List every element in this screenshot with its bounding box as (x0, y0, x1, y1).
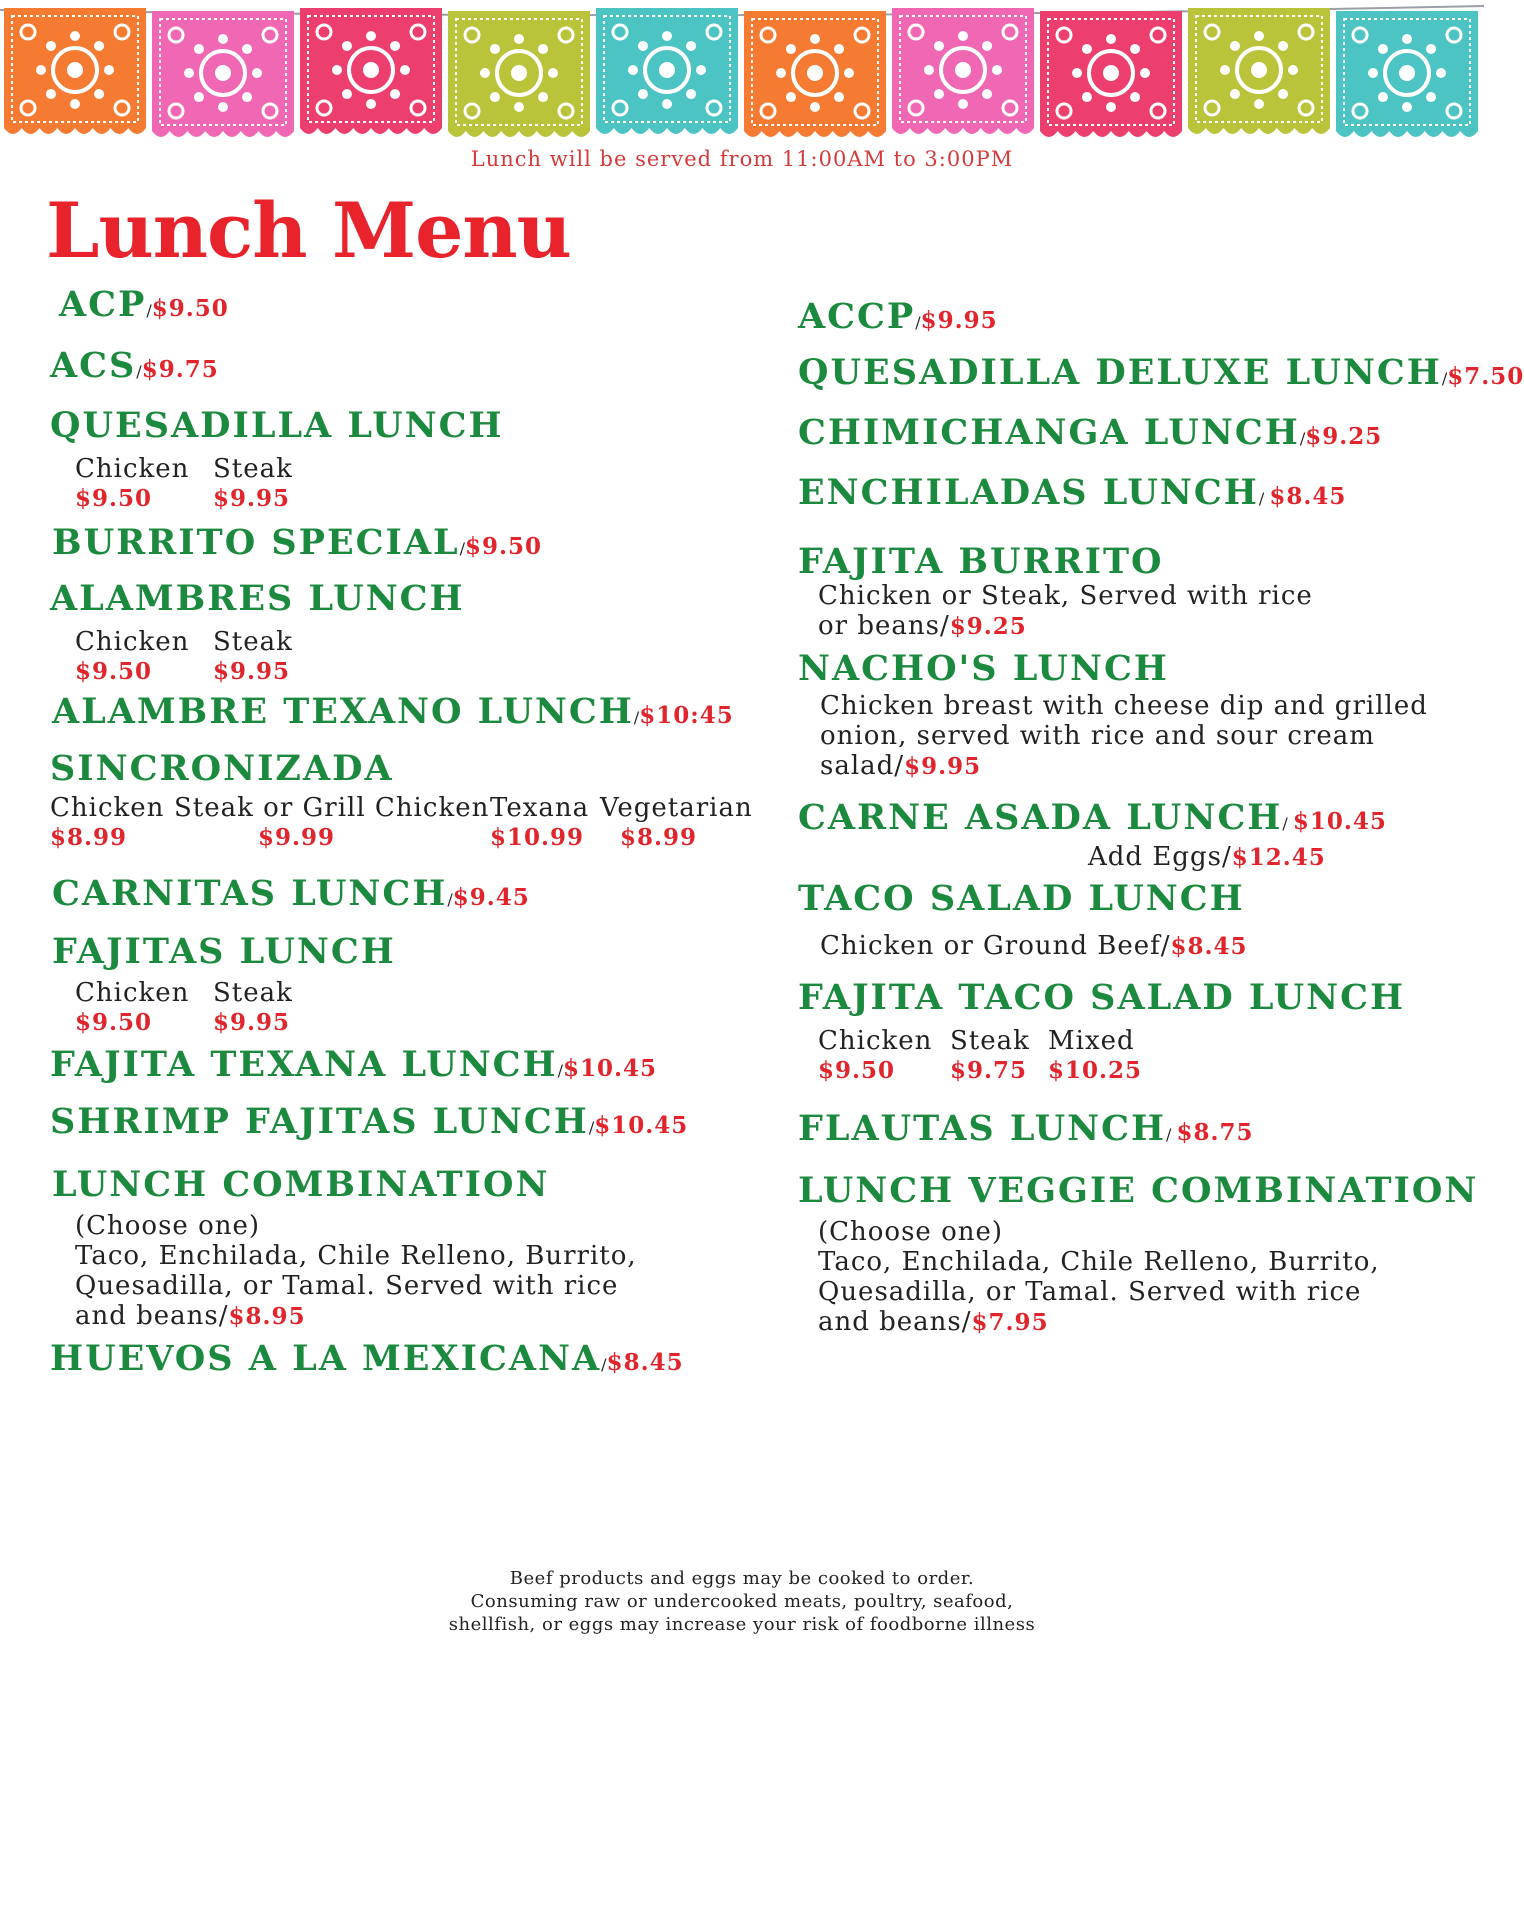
item-price: $10.45 (594, 1112, 689, 1139)
option-chicken: Chicken $9.50 (75, 453, 190, 512)
menu-item-carnitas-lunch: CARNITAS LUNCH/$9.45 (52, 873, 530, 914)
item-price: $12.45 (1231, 844, 1326, 871)
item-price: $7.50 (1447, 363, 1524, 390)
item-name: ACCP (798, 296, 916, 337)
option-steak-or-grill-chicken: Steak or Grill Chicken $9.99 (174, 792, 490, 851)
item-name: FAJITA BURRITO (798, 541, 1164, 582)
menu-item-alambre-texano-lunch: ALAMBRE TEXANO LUNCH/$10:45 (52, 691, 734, 732)
menu-item-alambres-lunch (50, 580, 465, 687)
banner-flag (1188, 8, 1330, 134)
menu-item-lunch-combination (52, 1166, 637, 1332)
item-name: FLAUTAS LUNCH (798, 1108, 1167, 1149)
option-chicken: Chicken $9.50 (75, 626, 190, 685)
item-price: $8.45 (1170, 932, 1248, 960)
item-price: $9.50 (465, 533, 543, 560)
menu-item-quesadilla-lunch (50, 407, 504, 514)
option-mixed: Mixed $10.25 (1048, 1025, 1143, 1084)
banner-flag (744, 11, 886, 137)
item-name: BURRITO SPECIAL (52, 522, 460, 563)
item-price: $9.25 (1305, 423, 1383, 450)
menu-item-sincronizada (50, 748, 753, 853)
item-description: (Choose one) Taco, Enchilada, Chile Relleno, Burrito, Quesadilla, or Tamal. Served with rice and beans/$8.95 (75, 1210, 637, 1331)
menu-item-fajita-texana-lunch: FAJITA TEXANA LUNCH/$10.45 (50, 1044, 658, 1085)
item-name: ACP (59, 284, 147, 325)
menu-item-fajita-taco-salad-lunch (798, 979, 1405, 1086)
banner-flag (448, 11, 590, 137)
menu-item-huevos-a-la-mexicana: HUEVOS A LA MEXICANA/$8.45 (50, 1338, 684, 1379)
menu-item-fajita-burrito (798, 543, 1313, 642)
item-description: Chicken or Steak, Served with rice or beans/$9.25 (818, 580, 1313, 641)
menu-item-carne-asada-lunch: CARNE ASADA LUNCH/ $10.45 (798, 797, 1387, 838)
menu-item-acs: ACS/$9.75 (50, 345, 219, 386)
banner-flag (4, 8, 146, 134)
option-steak: Steak $9.95 (213, 453, 293, 512)
item-price: $9.45 (452, 884, 530, 911)
menu-item-quesadilla-deluxe-lunch: QUESADILLA DELUXE LUNCH/$7.50 (798, 352, 1524, 393)
item-name: LUNCH COMBINATION (52, 1164, 550, 1205)
menu-item-nachos-lunch (798, 650, 1428, 782)
banner-flag (152, 11, 294, 137)
item-name: ALAMBRES LUNCH (50, 578, 465, 619)
item-name: NACHO'S LUNCH (798, 648, 1169, 689)
item-name: FAJITAS LUNCH (52, 931, 396, 972)
item-price: $8.45 (606, 1349, 684, 1376)
item-price: $10.45 (1292, 808, 1387, 835)
item-name: SINCRONIZADA (50, 748, 394, 789)
option-chicken: Chicken $9.50 (818, 1025, 933, 1084)
banner-flag (1336, 11, 1478, 137)
item-price: $10:45 (639, 702, 734, 729)
item-price: $7.95 (971, 1308, 1049, 1336)
item-name: HUEVOS A LA MEXICANA (50, 1338, 602, 1379)
item-price: $10.45 (563, 1055, 658, 1082)
banner-flag (300, 8, 442, 134)
option-chicken: Chicken $9.50 (75, 977, 190, 1036)
menu-item-acp: ACP/$9.50 (59, 284, 229, 325)
item-price: $8.95 (228, 1302, 306, 1330)
item-name: CARNITAS LUNCH (52, 873, 448, 914)
option-chicken: Chicken $8.99 (50, 792, 165, 851)
option-vegetarian: Vegetarian $8.99 (600, 792, 753, 851)
option-steak: Steak $9.75 (950, 1025, 1030, 1084)
item-price: $9.95 (904, 752, 982, 780)
item-price: $9.95 (920, 307, 998, 334)
menu-item-chimichanga-lunch: CHIMICHANGA LUNCH/$9.25 (798, 412, 1383, 453)
item-name: FAJITA TEXANA LUNCH (50, 1044, 558, 1085)
menu-item-accp: ACCP/$9.95 (798, 296, 998, 337)
item-name: ACS (50, 345, 137, 386)
item-name: ENCHILADAS LUNCH (798, 472, 1259, 513)
add-eggs-option: Add Eggs/$12.45 (1088, 842, 1326, 872)
item-description: Chicken or Ground Beef/$8.45 (820, 930, 1248, 961)
lunch-hours-note: Lunch will be served from 11:00AM to 3:00PM (470, 147, 1014, 171)
menu-item-taco-salad-lunch (798, 880, 1248, 962)
item-name: ALAMBRE TEXANO LUNCH (52, 691, 634, 732)
item-name: CARNE ASADA LUNCH (798, 797, 1283, 838)
banner-flag (596, 8, 738, 134)
menu-item-fajitas-lunch (52, 933, 396, 1038)
item-description: Chicken breast with cheese dip and grilled onion, served with rice and sour cream salad/$9.95 (820, 690, 1428, 781)
banner-flag (1040, 11, 1182, 137)
item-name: LUNCH VEGGIE COMBINATION (798, 1170, 1479, 1211)
item-price: $9.50 (151, 295, 229, 322)
menu-item-enchiladas-lunch: ENCHILADAS LUNCH/ $8.45 (798, 472, 1347, 513)
item-price: $9.25 (949, 612, 1027, 640)
item-description: (Choose one) Taco, Enchilada, Chile Relleno, Burrito, Quesadilla, or Tamal. Served with rice and beans/$7.95 (818, 1216, 1380, 1337)
banner-flag (892, 8, 1034, 134)
option-texana: Texana $10.99 (490, 792, 590, 851)
item-name: FAJITA TACO SALAD LUNCH (798, 977, 1406, 1018)
menu-item-shrimp-fajitas-lunch: SHRIMP FAJITAS LUNCH/$10.45 (50, 1101, 689, 1142)
menu-item-flautas-lunch: FLAUTAS LUNCH/ $8.75 (798, 1108, 1254, 1149)
item-name: TACO SALAD LUNCH (798, 878, 1245, 919)
item-name: SHRIMP FAJITAS LUNCH (50, 1101, 589, 1142)
item-price: $8.45 (1269, 483, 1347, 510)
menu-item-lunch-veggie-combination (798, 1172, 1478, 1338)
food-safety-disclaimer: Beef products and eggs may be cooked to order. Consuming raw or undercooked meats, poultry, seafood, shellfish, or eggs may increase your risk of foodborne illness (448, 1568, 1036, 1635)
item-name: CHIMICHANGA LUNCH (798, 412, 1300, 453)
item-name: QUESADILLA LUNCH (50, 405, 504, 446)
papel-picado-banner (0, 0, 1484, 150)
menu-item-burrito-special: BURRITO SPECIAL/$9.50 (52, 522, 543, 563)
item-price: $9.75 (141, 356, 219, 383)
page-title: Lunch Menu (46, 186, 571, 275)
item-name: QUESADILLA DELUXE LUNCH (798, 352, 1442, 393)
option-steak: Steak $9.95 (213, 626, 293, 685)
option-steak: Steak $9.95 (213, 977, 293, 1036)
item-price: $8.75 (1176, 1119, 1254, 1146)
